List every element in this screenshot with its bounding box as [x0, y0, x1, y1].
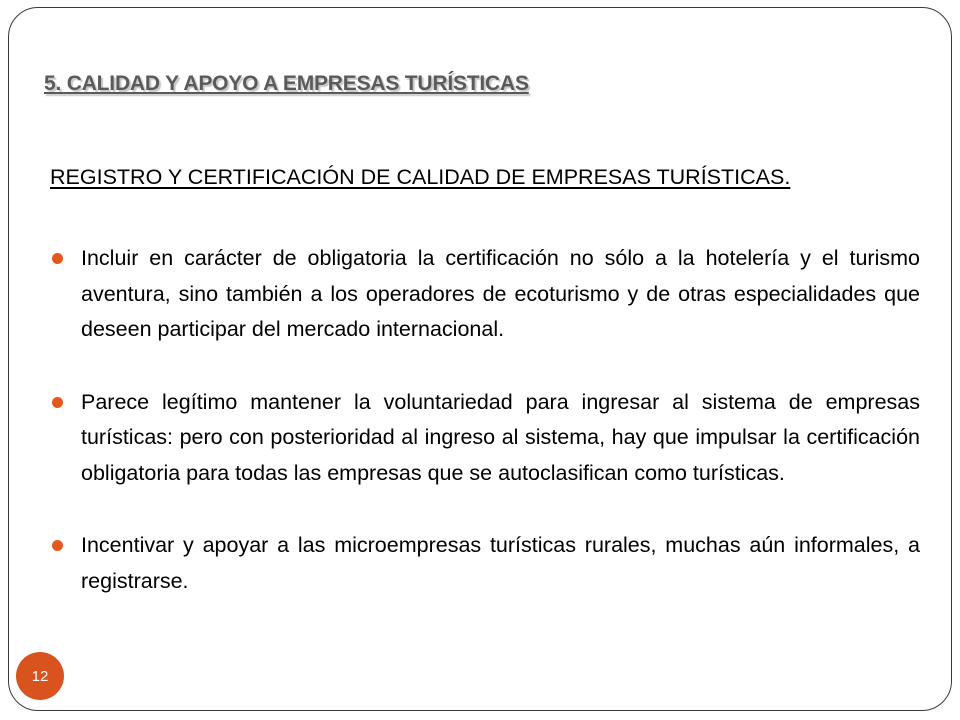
section-heading: REGISTRO Y CERTIFICACIÓN DE CALIDAD DE EMPRESAS TURÍSTICAS. [50, 165, 791, 189]
bullet-dot-icon [52, 397, 63, 408]
bullet-dot-icon [52, 253, 63, 264]
bullet-text: Parece legítimo mantener la voluntariedad para ingresar al sistema de empresas turísticas: pero con posterioridad al ingreso al sistema, hay que impulsar la certificación obligatoria para todas las empresas que se autoclasifican como turísticas. [81, 389, 920, 485]
bullet-list [50, 241, 920, 599]
bullet-item [50, 241, 920, 348]
bullet-text: Incentivar y apoyar a las microempresas turísticas rurales, muchas aún informales, a registrarse. [81, 533, 920, 593]
bullet-item [50, 528, 920, 599]
bullet-dot-icon [52, 540, 63, 551]
bullet-item [50, 385, 920, 492]
page-number-badge [16, 652, 64, 700]
page-number: 12 [31, 667, 49, 685]
bullet-text: Incluir en carácter de obligatoria la certificación no sólo a la hotelería y el turismo aventura, sino también a los operadores de ecoturismo y de otras especialidades que deseen participar del mercado internacional. [81, 246, 920, 341]
slide-title: 5. CALIDAD Y APOYO A EMPRESAS TURÍSTICAS [44, 72, 529, 95]
